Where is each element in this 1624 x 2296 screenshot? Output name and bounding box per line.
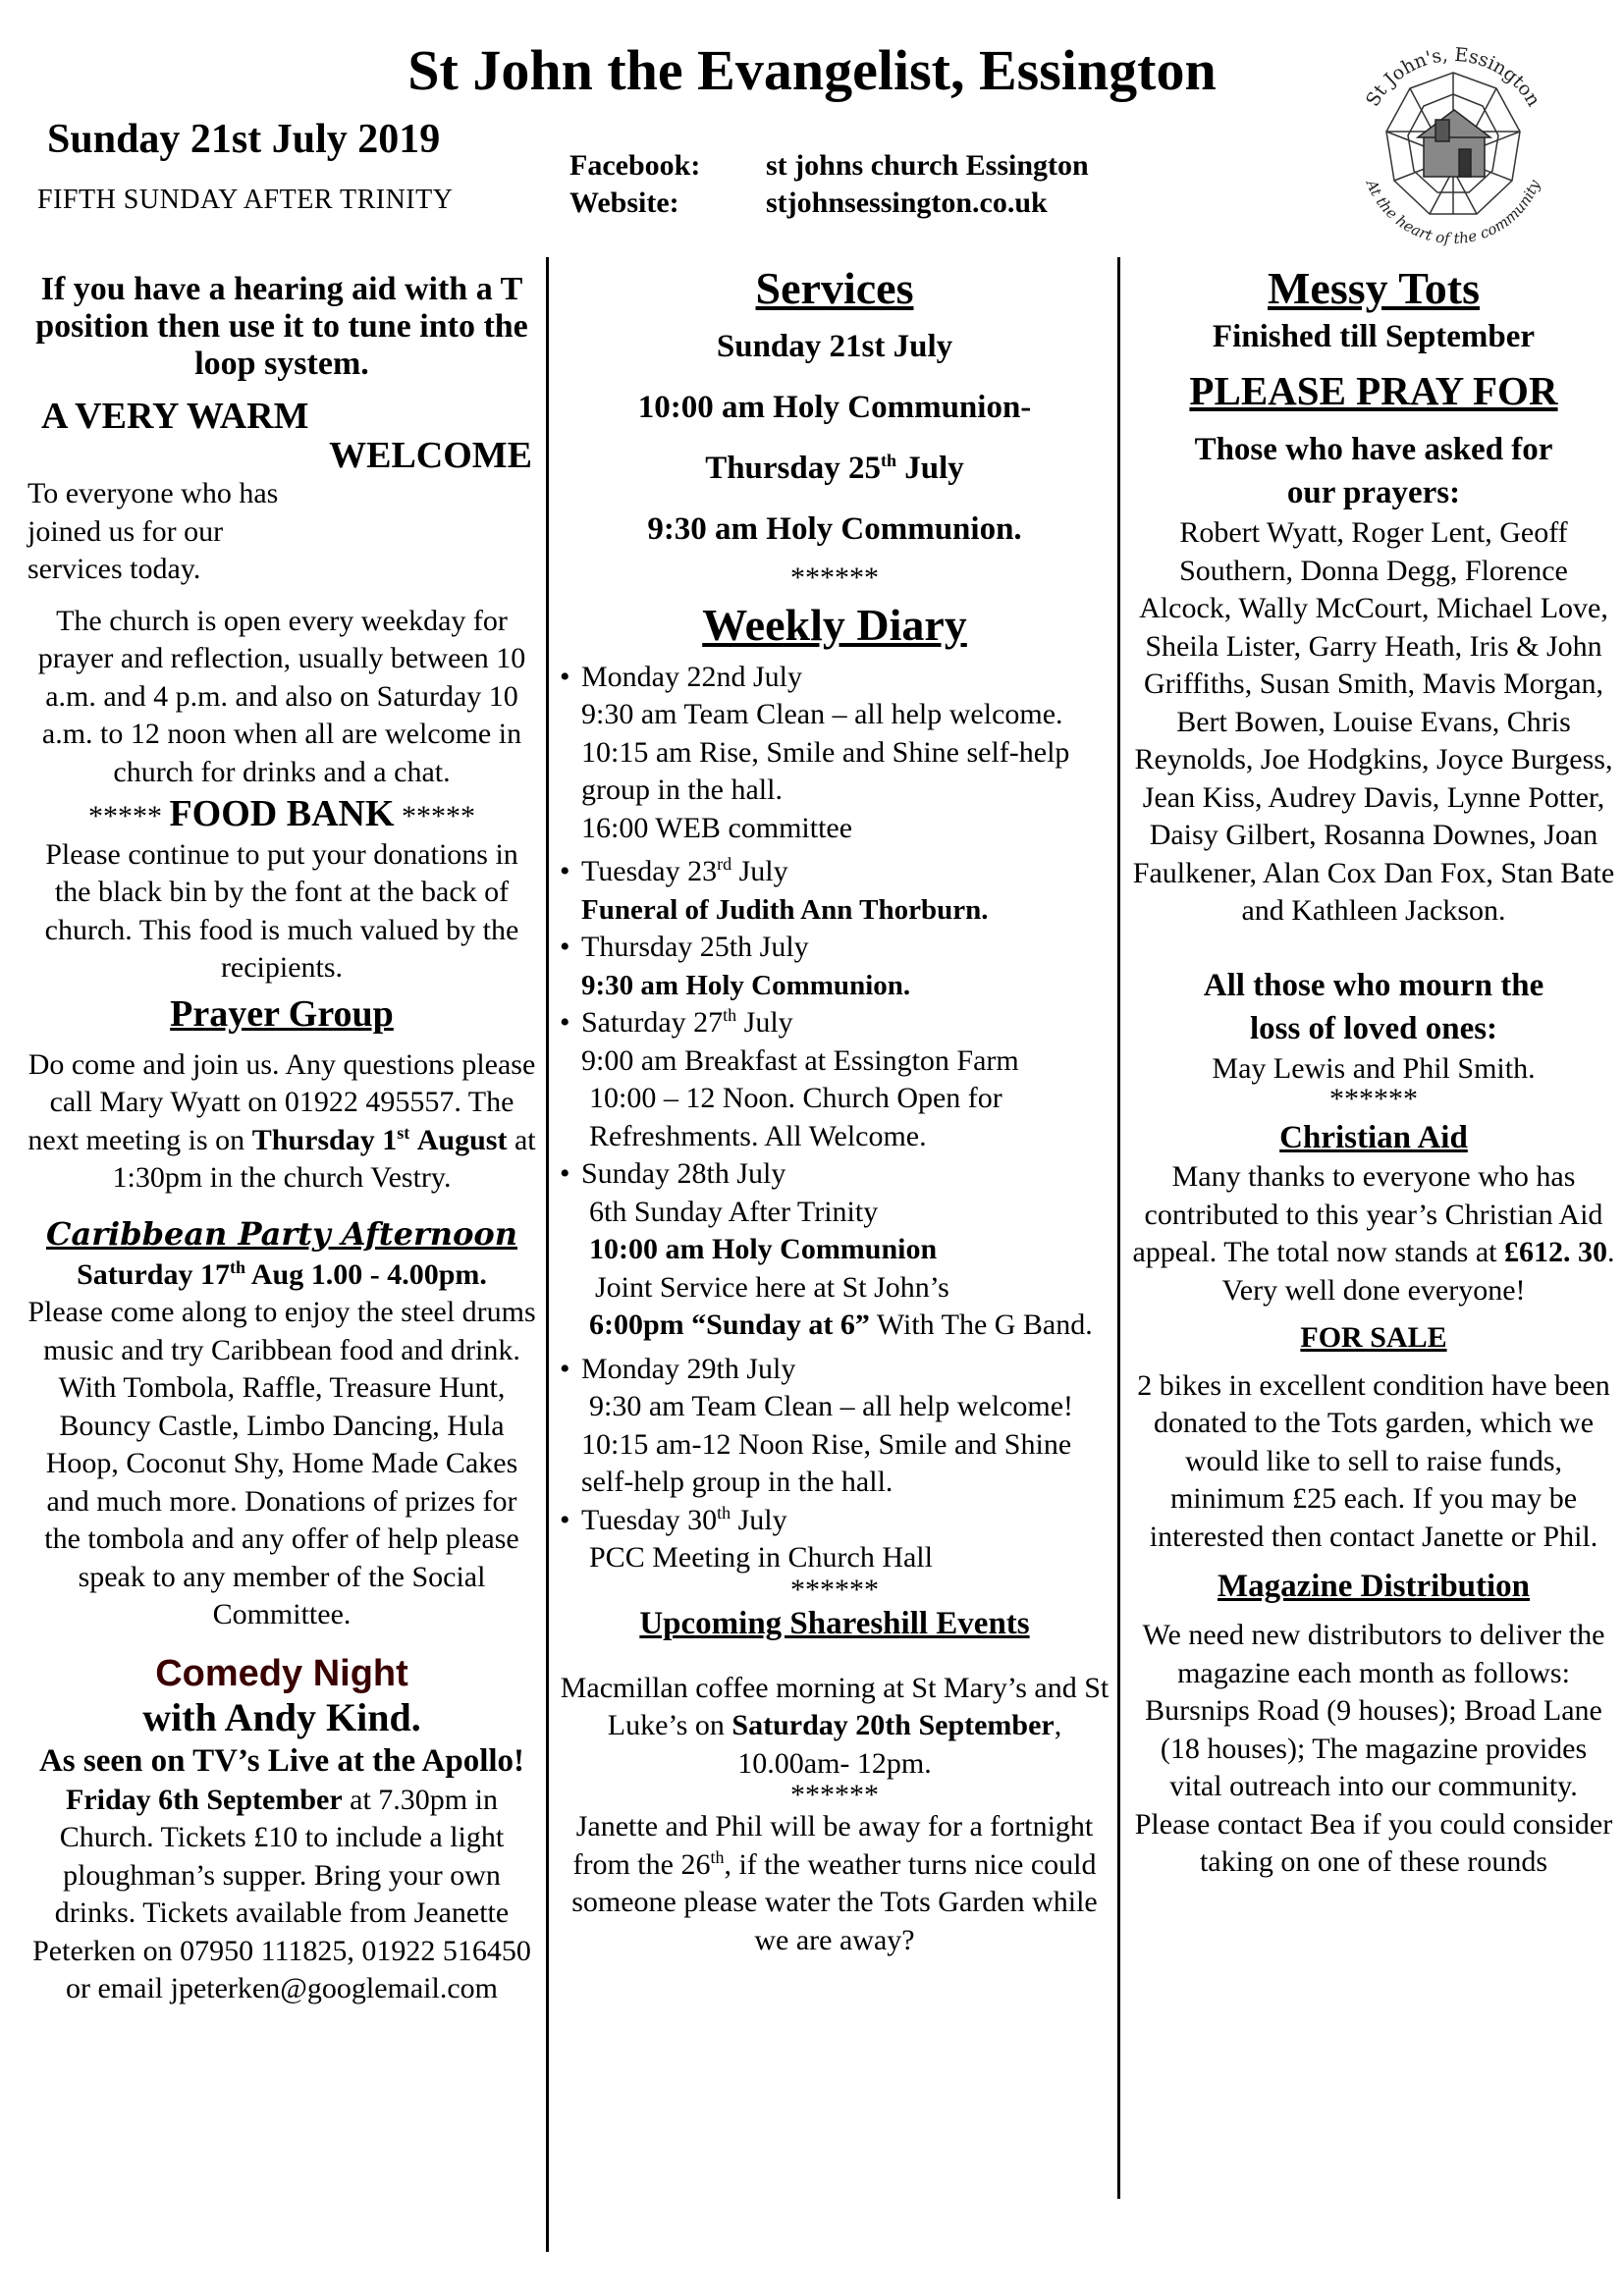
caribbean-date-sup: th	[229, 1256, 245, 1277]
diary-day-b: July	[737, 1503, 787, 1536]
logo-text-bottom: At the heart of the community	[1362, 177, 1544, 248]
stars-divider: ******	[1329, 1083, 1418, 1115]
services-title: Services	[755, 263, 914, 313]
stars: *****	[402, 800, 476, 832]
stars-divider: ******	[790, 1573, 879, 1606]
diary-line: 10:00 – 12 Noon. Church Open for Refreshments. All Welcome.	[589, 1082, 1002, 1152]
diary-day: • Sunday 28th July	[560, 1155, 1110, 1194]
website-value: stjohnsessington.co.uk	[766, 187, 1048, 219]
comedy-title: Comedy Night	[155, 1652, 408, 1694]
comedy-seen: As seen on TV’s Live at the Apollo!	[38, 1742, 525, 1779]
diary-line: 6th Sunday After Trinity	[589, 1195, 879, 1228]
facebook-label: Facebook:	[569, 149, 701, 182]
caribbean-date	[27, 1256, 536, 1295]
prayer-group-title: Prayer Group	[170, 992, 394, 1035]
diary-day	[560, 1004, 1110, 1042]
services-line-3: 9:30 am Holy Communion.	[647, 511, 1022, 547]
diary-day-b: July	[743, 1006, 793, 1039]
prayer-names: Robert Wyatt, Roger Lent, Geoff Southern, Donna Degg, Florence Alcock, Wally McCourt, Michael Love, Sheila Lister, Garry Heath, Iris & John Griffiths, Susan Smith, Mavis Morgan, Bert Bowen, Louise Evans, Chris Reynolds, Joe Hodgkins, Joyce Burgess, Jean Kiss, Audrey Davis, Lynne Potter, Daisy Gilbert, Rosanna Downes, Joan Faulkener, Alan Cox Dan Fox, Stan Bate and Kathleen Jackson.	[1132, 516, 1615, 927]
diary-day: • Monday 29th July	[560, 1351, 1110, 1389]
away-text-b: , if the weather turns nice could someone please water the Tots Garden while we are away?	[571, 1847, 1098, 1956]
mourn-names: May Lewis and Phil Smith.	[1212, 1051, 1536, 1085]
foodbank-title: FOOD BANK	[169, 793, 395, 834]
diary-line-rest: With The G Band.	[876, 1308, 1093, 1341]
diary-day: • Thursday 25th July	[560, 929, 1110, 967]
for-sale-text: 2 bikes in excellent condition have been donated to the Tots garden, which we would like to sell to raise funds, minimum £25 each. If you may be interested then contact Janette or Phil.	[1137, 1368, 1610, 1553]
diary-day	[560, 1502, 1110, 1540]
aid-text-1: Many thanks to everyone who has contributed to this year’s Christian Aid appeal. The total now stands at	[1132, 1160, 1603, 1268]
macmillan-date: Saturday 20th September	[731, 1709, 1055, 1741]
prayer-bold: Thursday 1	[251, 1123, 398, 1156]
magazine-title: Magazine Distribution	[1217, 1569, 1531, 1604]
church-logo-icon	[1339, 33, 1567, 261]
diary-day-a: Tuesday 30	[581, 1503, 718, 1536]
macmillan-text-1: Macmillan coffee morning at St Mary’s and St Luke’s on	[560, 1671, 1110, 1741]
diary-line: 10:15 am Rise, Smile and Shine self-help group in the hall.	[581, 735, 1070, 806]
sunday-name: FIFTH SUNDAY AFTER TRINITY	[37, 185, 454, 215]
diary-day-a: Tuesday 23	[581, 855, 718, 887]
diary-line: 9:30 am Holy Communion.	[581, 969, 911, 1001]
christian-aid-title: Christian Aid	[1279, 1120, 1468, 1155]
comedy-with: with Andy Kind.	[142, 1694, 421, 1739]
column-divider-right	[1117, 257, 1120, 2199]
diary-line-bold: 6:00pm “Sunday at 6”	[589, 1308, 870, 1341]
services-line-2-sup: th	[881, 451, 897, 470]
magazine-text: We need new distributors to deliver the magazine each month as follows: Bursnips Road (9 houses); Broad Lane (18 houses); The magazine provides vital outreach into our community. Please contact Bea if you could consider taking on one of these rounds	[1134, 1619, 1613, 1878]
middle-column	[560, 261, 1110, 1959]
hearing-aid-notice: If you have a hearing aid with a T position then use it to tune into the loop system.	[35, 271, 528, 382]
diary-day-sup: th	[723, 1005, 737, 1025]
diary-line	[560, 1307, 1110, 1345]
prayer-text-2: at 1:30pm in the church Vestry.	[112, 1123, 536, 1194]
prayer-text-1: Do come and join us. Any questions please call Mary Wyatt on 01922 495557. The next meeting is on	[27, 1047, 536, 1156]
services-line-2a: Thursday 25	[705, 451, 881, 486]
asked-title: Those who have asked for our prayers:	[1194, 432, 1553, 510]
diary-line: 9:30 am Team Clean – all help welcome.	[581, 698, 1063, 730]
services-date: Sunday 21st July	[716, 329, 953, 364]
logo-text-top: St John's, Essington	[1361, 43, 1545, 111]
caribbean-title: Caribbean Party Afternoon	[45, 1214, 518, 1253]
please-pray-title: PLEASE PRAY FOR	[1189, 368, 1558, 413]
prayer-group-text	[27, 1046, 536, 1198]
church-open-text: The church is open every weekday for prayer and reflection, usually between 10 a.m. and 4 p.m. and also on Saturday 10 a.m. to 12 noon when all are welcome in church for drinks and a chat.	[37, 604, 526, 788]
diary-day-b: July	[738, 855, 788, 887]
welcome-text: To everyone who has joined us for our services today.	[27, 477, 279, 585]
caribbean-date-b: Aug 1.00 - 4.00pm.	[250, 1257, 487, 1291]
service-date: Sunday 21st July 2019	[47, 117, 441, 162]
stars-divider: ******	[790, 561, 879, 594]
diary-line: Joint Service here at St John’s	[595, 1270, 949, 1304]
macmillan-text: Macmillan coffee morning at St Mary’s and St Luke’s on Saturday 20th September, 10.00am- 12pm.	[560, 1671, 1110, 1780]
caribbean-date-a: Saturday 17	[77, 1257, 230, 1291]
aid-text-2: . Very well done everyone!	[1221, 1236, 1615, 1307]
prayer-bold-2: August	[416, 1123, 508, 1156]
diary-line: 10:15 am-12 Noon Rise, Smile and Shine self-help group in the hall.	[581, 1427, 1072, 1498]
facebook-value: st johns church Essington	[766, 149, 1089, 182]
comedy-text	[27, 1782, 536, 2008]
diary-day: • Monday 22nd July	[560, 659, 1110, 697]
foodbank-heading	[27, 795, 536, 836]
weekly-diary-title: Weekly Diary	[702, 599, 967, 650]
away-notice	[560, 1808, 1110, 1959]
mourn-title: All those who mourn the loss of loved ones:	[1203, 967, 1544, 1046]
diary-day	[560, 853, 1110, 891]
services-line-2	[560, 438, 1110, 499]
caribbean-text: Please come along to enjoy the steel drums music and try Caribbean food and drink. With Tombola, Raffle, Treasure Hunt, Bouncy Castle, Limbo Dancing, Hula Hoop, Coconut Shy, Home Made Cakes and much more. Donations of prizes for the tombola and any offer of help please speak to any member of the Social Committee.	[27, 1296, 536, 1630]
diary-line: 10:00 am Holy Communion	[589, 1233, 938, 1265]
away-text-a: Janette and Phil will be away for a fortnight from the 26	[572, 1810, 1094, 1881]
right-column	[1131, 261, 1616, 1882]
messy-tots-title: Messy Tots	[1268, 263, 1480, 313]
diary-day-sup: rd	[717, 854, 732, 874]
diary-day-sup: th	[717, 1502, 731, 1522]
foodbank-text: Please continue to put your donations in the black bin by the font at the back of church. This food is much valued by the recipients.	[44, 837, 519, 984]
website-label: Website:	[569, 187, 679, 219]
comedy-date: Friday 6th September	[66, 1783, 343, 1816]
aid-amount: £612. 30	[1504, 1236, 1607, 1268]
away-sup: th	[710, 1846, 725, 1867]
stars: *****	[87, 800, 162, 832]
welcome-heading-1: A VERY WARM	[41, 396, 309, 437]
diary-line: 9:00 am Breakfast at Essington Farm	[581, 1043, 1019, 1077]
services-line-2b: July	[904, 451, 964, 486]
upcoming-title: Upcoming Shareshill Events	[639, 1605, 1030, 1641]
column-divider-left	[546, 257, 549, 2252]
christian-aid-text	[1131, 1158, 1616, 1309]
prayer-sup: st	[397, 1122, 410, 1143]
stars-divider: ******	[790, 1779, 879, 1811]
left-column	[27, 271, 536, 2008]
for-sale-title: FOR SALE	[1300, 1321, 1447, 1354]
diary-day-a: Saturday 27	[581, 1006, 724, 1039]
macmillan-text-2: 10.00am- 12pm.	[737, 1746, 932, 1780]
messy-tots-text: Finished till September	[1212, 319, 1536, 354]
comedy-details: at 7.30pm in Church. Tickets £10 to include a light ploughman’s supper. Bring your own drinks. Tickets available from Jeanette Peterken on 07950 111825, 01922 516450 or email jpeterken@googlemail.com	[32, 1783, 531, 2004]
diary-line: PCC Meeting in Church Hall	[589, 1541, 933, 1574]
diary-line: 16:00 WEB committee	[581, 811, 853, 844]
welcome-heading-2: WELCOME	[329, 435, 532, 476]
services-line-1: 10:00 am Holy Communion-	[637, 390, 1032, 425]
page-title: St John the Evangelist, Essington	[407, 38, 1217, 102]
diary-line: Funeral of Judith Ann Thorburn.	[581, 893, 989, 926]
diary-line: 9:30 am Team Clean – all help welcome!	[589, 1390, 1074, 1422]
